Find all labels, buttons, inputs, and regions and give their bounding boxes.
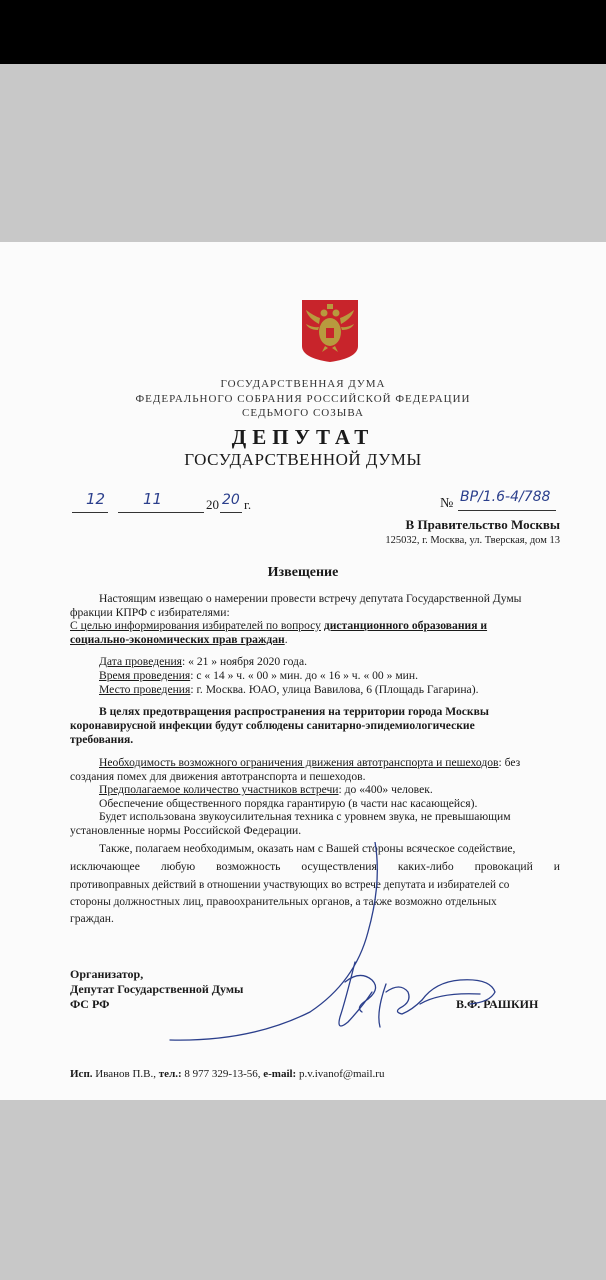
header-line-1: ГОСУДАРСТВЕННАЯ ДУМА	[220, 378, 386, 390]
event-place-value: : г. Москва. ЮАО, улица Вавилова, 6 (Площадь Гагарина).	[190, 683, 479, 696]
date-day: 12	[86, 490, 106, 508]
paragraph-1-line-1: Настоящим извещаю о намерении провести встречу депутата Государственной Думы	[99, 592, 522, 605]
covid-line-3: требования.	[70, 733, 134, 746]
header-line-2: ФЕДЕРАЛЬНОГО СОБРАНИЯ РОССИЙСКОЙ ФЕДЕРАЦИИ	[135, 393, 471, 405]
organizer-line-1: Организатор,	[70, 967, 144, 981]
covid-line-1: В целях предотвращения распространения на территории города Москвы	[99, 705, 489, 718]
header-line-3: СЕДЬМОГО СОЗЫВА	[242, 407, 364, 419]
event-date-label: Дата проведения	[99, 655, 182, 668]
footer-contact	[70, 1068, 384, 1080]
traffic-line-2: создания помех для движения автотранспорта и пешеходов.	[70, 770, 366, 783]
header-title: ДЕПУТАТ	[231, 425, 375, 449]
participants-label: Предполагаемое количество участников встречи	[99, 783, 339, 796]
organizer-line-3: ФС РФ	[70, 997, 110, 1011]
traffic-value: : без	[498, 756, 521, 769]
event-time-value: : с « 14 » ч. « 00 » мин. до « 16 » ч. « 00 » мин.	[190, 669, 418, 682]
purpose-topic-cont: социально-экономических прав граждан	[70, 633, 285, 646]
executor-name: Иванов П.В.,	[95, 1068, 157, 1080]
public-order: Обеспечение общественного порядка гарантирую (в части нас касающейся).	[99, 797, 478, 810]
covid-line-2: коронавирусной инфекции будут соблюдены санитарно-эпидемиологические	[70, 719, 475, 732]
status-bar-area	[0, 0, 606, 64]
event-place	[99, 683, 478, 697]
header-subtitle: ГОСУДАРСТВЕННОЙ ДУМЫ	[184, 450, 422, 469]
date-year-prefix: 20	[206, 497, 219, 512]
handwritten-signature	[150, 842, 530, 1042]
sound-line-2: установленные нормы Российской Федерации.	[70, 824, 302, 837]
assist-line-3: противоправных действий в отношении участвующих во встрече депутата и избирателей со	[70, 879, 510, 891]
date-year-line	[220, 500, 242, 513]
viewer-background-top	[0, 64, 606, 242]
assist-line-5: граждан.	[70, 912, 114, 925]
document-title: Извещение	[267, 565, 339, 580]
assist-line-4: стороны должностных лиц, правоохранительных органов, а также возможно отдельных	[70, 896, 497, 908]
purpose-text: С целью информирования избирателей по вопросу	[70, 619, 321, 632]
participants-value: : до «400» человек.	[338, 783, 433, 796]
traffic-line-1	[99, 756, 520, 770]
phone-value: 8 977 329-13-56,	[184, 1068, 261, 1080]
date-suffix: г.	[244, 497, 252, 512]
event-time-label: Время проведения	[99, 669, 191, 682]
coat-of-arms-icon	[300, 298, 360, 364]
assist-line-2: исключающее любую возможность осуществления каких-либо провокаций и	[70, 860, 560, 873]
email-label: e-mail:	[263, 1068, 297, 1080]
paragraph-2-line-2	[70, 633, 288, 647]
event-place-label: Место проведения	[99, 683, 191, 696]
event-date	[99, 655, 307, 669]
email-value: p.v.ivanof@mail.ru	[298, 1068, 385, 1080]
document-page	[0, 242, 606, 1100]
executor-label: Исп.	[70, 1068, 93, 1080]
number-value: ВР/1.6-4/788	[460, 489, 551, 505]
date-month: 11	[143, 490, 163, 508]
paragraph-1-line-2: фракции КПРФ с избирателями:	[70, 606, 230, 619]
signer-name: В.Ф. РАШКИН	[456, 997, 539, 1011]
paragraph-2-line-1	[70, 619, 560, 633]
recipient-address: 125032, г. Москва, ул. Тверская, дом 13	[385, 535, 560, 546]
assist-line-1: Также, полагаем необходимым, оказать нам с Вашей стороны всяческое содействие,	[99, 842, 516, 855]
date-year-hand: 20	[222, 492, 240, 508]
event-time	[99, 669, 418, 683]
organizer-line-2: Депутат Государственной Думы	[70, 982, 244, 996]
viewer-background-bottom	[0, 1100, 606, 1280]
purpose-topic: дистанционного образования и	[323, 619, 488, 632]
sound-line-1: Будет использована звукоусилительная техника с уровнем звука, не превышающим	[99, 810, 511, 823]
participants	[99, 783, 433, 797]
event-date-value: : « 21 » ноября 2020 года.	[182, 655, 308, 668]
recipient-name: В Правительство Москвы	[405, 517, 560, 532]
phone-label: тел.:	[158, 1068, 182, 1080]
purpose-end: .	[284, 633, 288, 646]
traffic-label: Необходимость возможного ограничения движения автотранспорта и пешеходов	[99, 756, 499, 769]
number-label: №	[440, 496, 454, 511]
